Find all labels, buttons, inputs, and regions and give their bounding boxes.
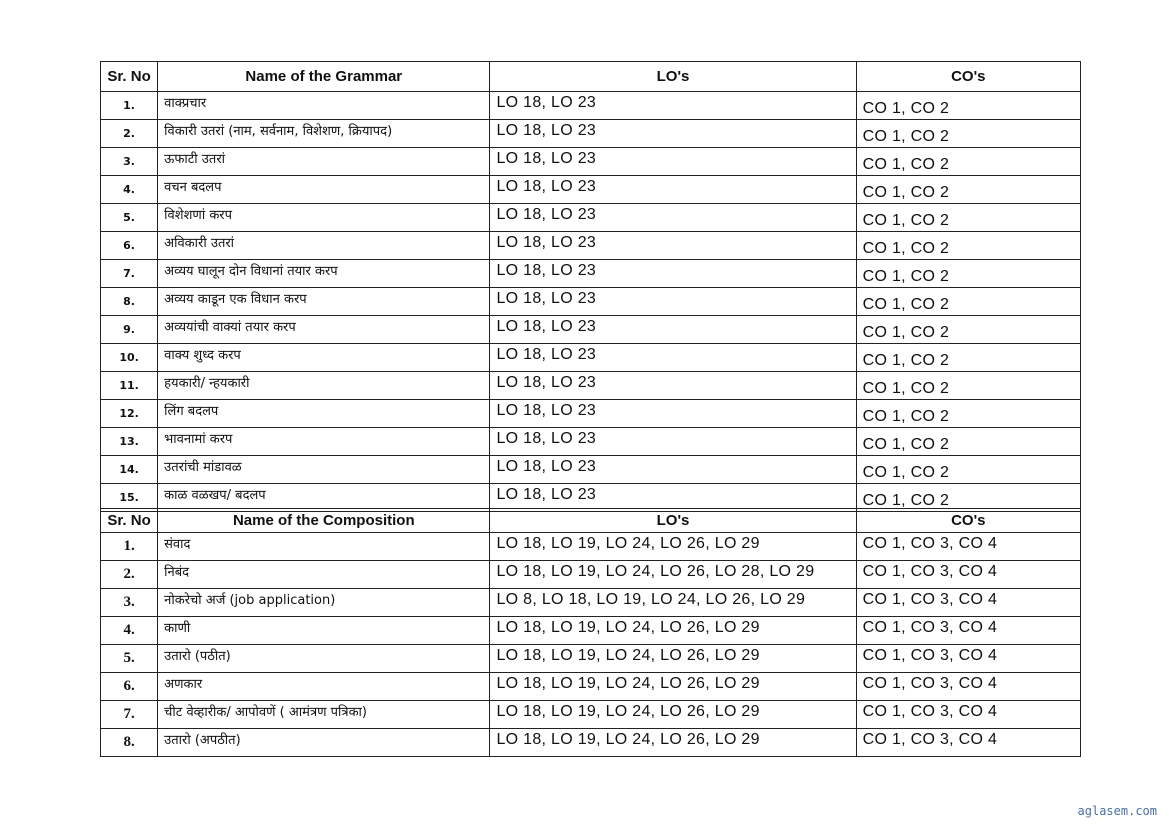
co-cell: CO 1, CO 2 — [856, 204, 1080, 232]
lo-cell: LO 18, LO 23 — [490, 260, 856, 288]
table-row — [101, 645, 1081, 673]
co-cell: CO 1, CO 2 — [856, 232, 1080, 260]
item-name-cell: वचन बदलप — [158, 176, 490, 204]
co-cell: CO 1, CO 2 — [856, 372, 1080, 400]
co-cell: CO 1, CO 3, CO 4 — [856, 729, 1080, 757]
table-row — [101, 617, 1081, 645]
composition-table — [100, 508, 1081, 757]
co-cell: CO 1, CO 2 — [856, 120, 1080, 148]
lo-cell: LO 18, LO 23 — [490, 344, 856, 372]
table-row — [101, 204, 1081, 232]
lo-cell: LO 18, LO 23 — [490, 148, 856, 176]
co-cell: CO 1, CO 3, CO 4 — [856, 673, 1080, 701]
table-row — [101, 92, 1081, 120]
table-row — [101, 372, 1081, 400]
item-name-cell: संवाद — [158, 533, 490, 561]
sr-number-cell: 10. — [101, 344, 158, 372]
table-row — [101, 400, 1081, 428]
item-name-cell: विशेशणां करप — [158, 204, 490, 232]
co-cell: CO 1, CO 2 — [856, 176, 1080, 204]
co-cell: CO 1, CO 2 — [856, 400, 1080, 428]
header-cos: CO's — [856, 509, 1080, 533]
lo-cell: LO 18, LO 23 — [490, 400, 856, 428]
sr-number-cell: 12. — [101, 400, 158, 428]
item-name-cell: हयकारी/ न्हयकारी — [158, 372, 490, 400]
item-name-cell: लिंग बदलप — [158, 400, 490, 428]
sr-number-cell: 5. — [101, 645, 158, 673]
table-row — [101, 260, 1081, 288]
lo-cell: LO 18, LO 19, LO 24, LO 26, LO 28, LO 29 — [490, 561, 856, 589]
lo-cell: LO 18, LO 23 — [490, 232, 856, 260]
sr-number-cell: 11. — [101, 372, 158, 400]
grammar-table — [100, 61, 1081, 512]
sr-number-cell: 7. — [101, 701, 158, 729]
header-los: LO's — [490, 509, 856, 533]
item-name-cell: अव्ययांची वाक्यां तयार करप — [158, 316, 490, 344]
header-cos: CO's — [856, 62, 1080, 92]
sr-number-cell: 3. — [101, 148, 158, 176]
table-row — [101, 176, 1081, 204]
table-row — [101, 120, 1081, 148]
table-row — [101, 533, 1081, 561]
lo-cell: LO 18, LO 19, LO 24, LO 26, LO 29 — [490, 645, 856, 673]
lo-cell: LO 18, LO 23 — [490, 288, 856, 316]
header-sr-no: Sr. No — [101, 62, 158, 92]
sr-number-cell: 1. — [101, 533, 158, 561]
table-row — [101, 701, 1081, 729]
sr-number-cell: 6. — [101, 232, 158, 260]
lo-cell: LO 18, LO 23 — [490, 204, 856, 232]
table-row — [101, 344, 1081, 372]
sr-number-cell: 9. — [101, 316, 158, 344]
sr-number-cell: 14. — [101, 456, 158, 484]
header-grammar-name: Name of the Grammar — [158, 62, 490, 92]
item-name-cell: अविकारी उतरां — [158, 232, 490, 260]
lo-cell: LO 18, LO 23 — [490, 92, 856, 120]
co-cell: CO 1, CO 2 — [856, 316, 1080, 344]
co-cell: CO 1, CO 2 — [856, 288, 1080, 316]
sr-number-cell: 5. — [101, 204, 158, 232]
sr-number-cell: 6. — [101, 673, 158, 701]
lo-cell: LO 18, LO 19, LO 24, LO 26, LO 29 — [490, 617, 856, 645]
grammar-header-row — [101, 62, 1081, 92]
item-name-cell: काणी — [158, 617, 490, 645]
lo-cell: LO 18, LO 23 — [490, 484, 856, 512]
lo-cell: LO 18, LO 23 — [490, 428, 856, 456]
lo-cell: LO 8, LO 18, LO 19, LO 24, LO 26, LO 29 — [490, 589, 856, 617]
table-row — [101, 673, 1081, 701]
co-cell: CO 1, CO 3, CO 4 — [856, 561, 1080, 589]
co-cell: CO 1, CO 2 — [856, 456, 1080, 484]
sr-number-cell: 7. — [101, 260, 158, 288]
item-name-cell: अव्यय काडून एक विधान करप — [158, 288, 490, 316]
co-cell: CO 1, CO 2 — [856, 484, 1080, 512]
table-row — [101, 148, 1081, 176]
item-name-cell: भावनामां करप — [158, 428, 490, 456]
table-row — [101, 456, 1081, 484]
co-cell: CO 1, CO 3, CO 4 — [856, 589, 1080, 617]
item-name-cell: अव्यय घालून दोन विधानां तयार करप — [158, 260, 490, 288]
item-name-cell: चीट वेव्हारीक/ आपोवणें ( आमंत्रण पत्रिका) — [158, 701, 490, 729]
lo-cell: LO 18, LO 19, LO 24, LO 26, LO 29 — [490, 673, 856, 701]
co-cell: CO 1, CO 3, CO 4 — [856, 617, 1080, 645]
item-name-cell: उतरांची मांडावळ — [158, 456, 490, 484]
table-row — [101, 428, 1081, 456]
header-composition-name: Name of the Composition — [158, 509, 490, 533]
item-name-cell: विकारी उतरां (नाम, सर्वनाम, विशेशण, क्रियापद) — [158, 120, 490, 148]
item-name-cell: वाक्प्रचार — [158, 92, 490, 120]
sr-number-cell: 2. — [101, 561, 158, 589]
sr-number-cell: 13. — [101, 428, 158, 456]
item-name-cell: नोकरेचो अर्ज (job application) — [158, 589, 490, 617]
lo-cell: LO 18, LO 19, LO 24, LO 26, LO 29 — [490, 701, 856, 729]
header-sr-no: Sr. No — [101, 509, 158, 533]
lo-cell: LO 18, LO 19, LO 24, LO 26, LO 29 — [490, 729, 856, 757]
sr-number-cell: 3. — [101, 589, 158, 617]
lo-cell: LO 18, LO 23 — [490, 176, 856, 204]
table-row — [101, 729, 1081, 757]
co-cell: CO 1, CO 2 — [856, 344, 1080, 372]
sr-number-cell: 4. — [101, 176, 158, 204]
co-cell: CO 1, CO 3, CO 4 — [856, 645, 1080, 673]
item-name-cell: निबंद — [158, 561, 490, 589]
item-name-cell: उतारो (अपठीत) — [158, 729, 490, 757]
co-cell: CO 1, CO 2 — [856, 260, 1080, 288]
table-row — [101, 561, 1081, 589]
sr-number-cell: 1. — [101, 92, 158, 120]
sr-number-cell: 8. — [101, 729, 158, 757]
composition-header-row — [101, 509, 1081, 533]
sr-number-cell: 8. — [101, 288, 158, 316]
watermark: aglasem.com — [1077, 804, 1157, 818]
item-name-cell: उतारो (पठीत) — [158, 645, 490, 673]
sr-number-cell: 2. — [101, 120, 158, 148]
lo-cell: LO 18, LO 19, LO 24, LO 26, LO 29 — [490, 533, 856, 561]
co-cell: CO 1, CO 2 — [856, 92, 1080, 120]
lo-cell: LO 18, LO 23 — [490, 456, 856, 484]
table-row — [101, 288, 1081, 316]
item-name-cell: काळ वळखप/ बदलप — [158, 484, 490, 512]
table-row — [101, 589, 1081, 617]
co-cell: CO 1, CO 2 — [856, 148, 1080, 176]
lo-cell: LO 18, LO 23 — [490, 120, 856, 148]
item-name-cell: अणकार — [158, 673, 490, 701]
co-cell: CO 1, CO 3, CO 4 — [856, 701, 1080, 729]
header-los: LO's — [490, 62, 856, 92]
sr-number-cell: 4. — [101, 617, 158, 645]
table-row — [101, 316, 1081, 344]
sr-number-cell: 15. — [101, 484, 158, 512]
item-name-cell: वाक्य शुध्द करप — [158, 344, 490, 372]
item-name-cell: ऊफाटी उतरां — [158, 148, 490, 176]
co-cell: CO 1, CO 3, CO 4 — [856, 533, 1080, 561]
lo-cell: LO 18, LO 23 — [490, 372, 856, 400]
table-row — [101, 232, 1081, 260]
lo-cell: LO 18, LO 23 — [490, 316, 856, 344]
co-cell: CO 1, CO 2 — [856, 428, 1080, 456]
